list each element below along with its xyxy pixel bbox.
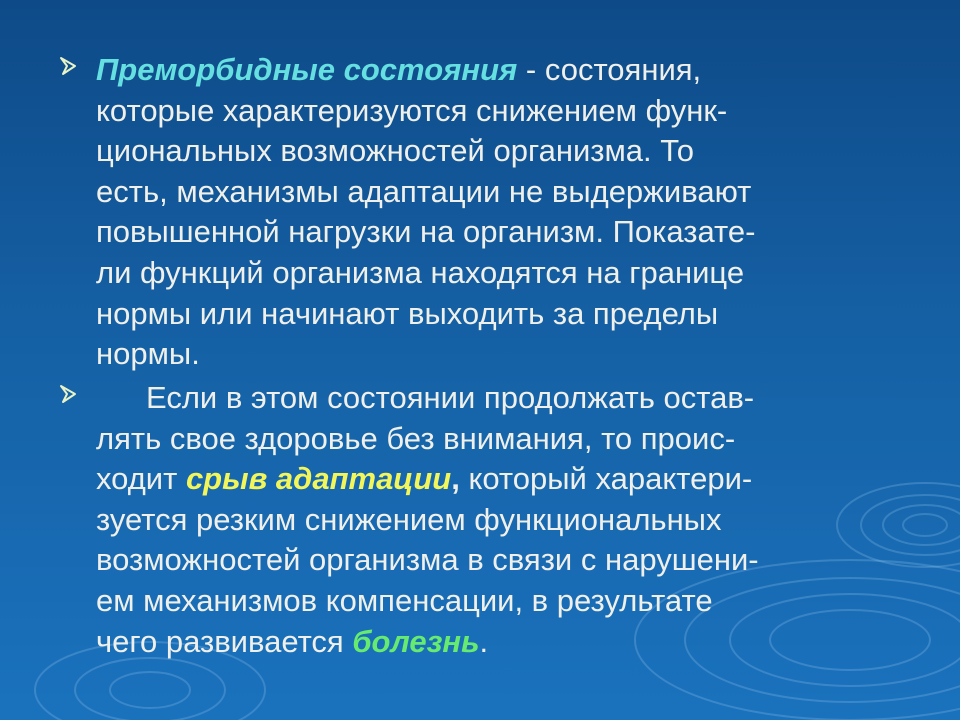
arrow-bullet-icon <box>58 56 80 78</box>
text-line: есть, механизмы адаптации не выдерживают <box>96 173 752 209</box>
arrow-bullet-icon <box>58 384 80 406</box>
text-line <box>96 50 886 91</box>
bullet-paragraph <box>96 50 886 375</box>
text-fragment: ходит <box>96 461 186 497</box>
text-fragment: . <box>479 623 489 659</box>
text-line: нормы. <box>96 336 200 372</box>
text-line: зуется резким снижением функциональных <box>96 501 722 537</box>
text-line: ем механизмов компенсации, в результате <box>96 582 713 618</box>
text-line: которые характеризуются снижением функ- <box>96 92 728 128</box>
text-fragment: чего развивается <box>96 623 353 659</box>
text-line: ли функций организма находятся на границе <box>96 254 745 290</box>
term-disease: болезнь <box>352 623 480 659</box>
text-line: Если в этом состоянии продолжать остав- <box>146 380 755 415</box>
text-line: лять свое здоровье без внимания, то проис- <box>96 420 736 456</box>
text-fragment: , <box>451 461 460 497</box>
text-fragment: который характери- <box>459 461 753 497</box>
text-line <box>96 459 886 500</box>
text-line: нормы или начинают выходить за пределы <box>96 295 719 331</box>
text-line <box>96 622 886 663</box>
text-line: повышенной нагрузки на организм. Показате- <box>96 214 756 250</box>
term-adaptation-failure: срыв адаптации <box>185 461 452 497</box>
bullet-paragraph <box>96 378 886 662</box>
text-line: возможностей организма в связи с нарушени- <box>96 542 759 578</box>
text-line: циональных возможностей организма. То <box>96 133 695 169</box>
term-premorbid: Преморбидные состояния <box>96 52 518 87</box>
text-fragment: - состояния, <box>517 52 702 87</box>
